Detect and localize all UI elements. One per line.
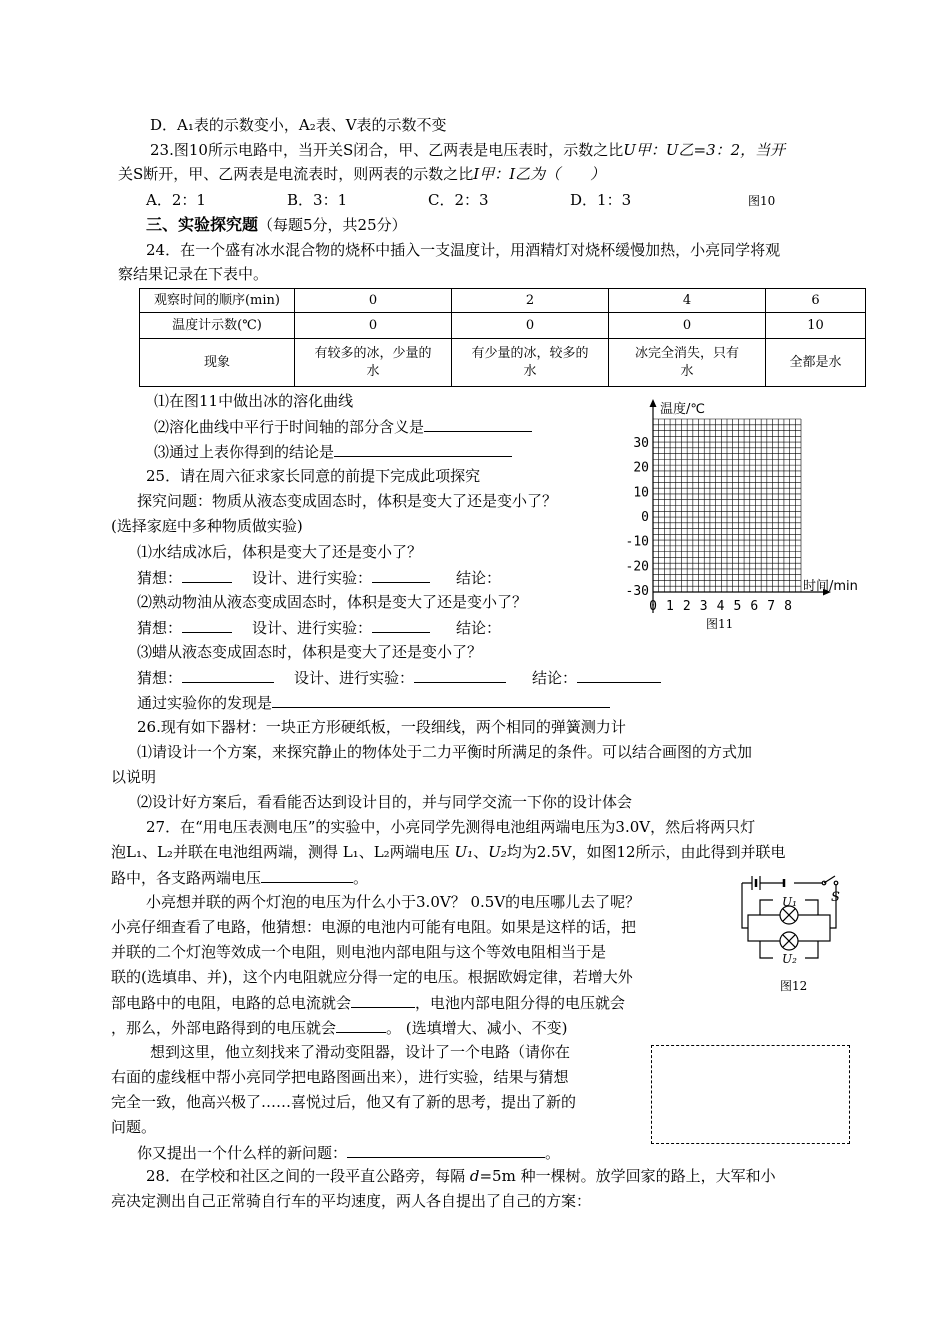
section-3-note: （每题5分，共25分） [258, 216, 407, 234]
answer-blank[interactable] [182, 667, 274, 683]
table-cell: 2 [452, 289, 609, 313]
circuit-drawing-box[interactable] [651, 1045, 850, 1144]
q27-line12: 完全一致，他高兴极了……喜悦过后，他又有了新的思考，提出了新的 [111, 1093, 577, 1111]
q23-voltage-ratio: U甲：U乙=3：2，当开 [623, 141, 786, 159]
x-tick-label: 4 [716, 599, 725, 614]
table-row [140, 339, 866, 387]
q24-sub3: ⑶通过上表你得到的结论是 [154, 441, 512, 462]
table-header-phenomenon: 现象 [140, 339, 295, 387]
q26-line4: ⑵设计好方案后，看看能否达到设计目的，并与同学交流一下你的设计体会 [137, 793, 633, 811]
table-cell: 有较多的冰，少量的 水 [295, 339, 452, 387]
q26-line2: ⑴请设计一个方案，来探究静止的物体处于二力平衡时所满足的条件。可以结合画图的方式加 [137, 743, 753, 761]
y-tick-label: -10 [625, 534, 649, 550]
table-cell: 0 [452, 313, 609, 339]
q27-line4: 小亮想并联的两个灯泡的电压为什么小于3.0V？ 0.5V的电压哪儿去了呢？ [146, 893, 641, 911]
q23-line2: 关S断开，甲、乙两表是电流表时，则两表的示数之比I甲：I乙为（ ） [118, 165, 606, 183]
x-tick-label: 2 [682, 599, 691, 614]
q27-line13: 问题。 [111, 1118, 157, 1136]
y-tick-label: 20 [633, 460, 649, 476]
q27-line6: 并联的二个灯泡等效成一个电阻，则电池内部电阻与这个等效电阻相当于是 [111, 943, 607, 961]
y-tick-labels [626, 436, 649, 599]
x-tick-label: 7 [767, 599, 776, 614]
chart-grid [653, 419, 801, 592]
figure-12-caption: 图12 [780, 979, 808, 993]
table-cell: 冰完全消失，只有 水 [609, 339, 766, 387]
q28-line2: 亮决定测出自己正常骑自行车的平均速度，两人各自提出了自己的方案： [111, 1192, 592, 1210]
q24-sub1: ⑴在图11中做出冰的溶化曲线 [154, 392, 354, 410]
q23-option-d: D．1：3 [570, 191, 632, 209]
table-cell: 0 [609, 313, 766, 339]
q23-option-b: B．3：1 [287, 191, 348, 209]
answer-blank[interactable] [372, 567, 430, 583]
q25-item3: ⑶蜡从液态变成固态时，体积是变大了还是变小了？ [137, 643, 483, 661]
q28-line1: 28．在学校和社区之间的一段平直公路旁，每隔 d=5m 种一棵树。放学回家的路上，大军和小 [146, 1167, 776, 1185]
q25-note: (选择家庭中多种物质做实验) [111, 517, 303, 535]
x-tick-labels [649, 599, 792, 614]
answer-blank[interactable] [182, 617, 232, 633]
x-tick-label: 1 [665, 599, 674, 614]
table-cell: 0 [295, 313, 452, 339]
table-cell: 有少量的冰，较多的 水 [452, 339, 609, 387]
x-tick-label: 6 [750, 599, 759, 614]
table-header-temp: 温度计示数(℃) [140, 313, 295, 339]
q26-line1: 26.现有如下器材：一块正方形硬纸板，一段细线，两个相同的弹簧测力计 [137, 718, 626, 736]
q23-option-c: C．2：3 [428, 191, 489, 209]
y-tick-label: 10 [633, 485, 649, 501]
answer-blank[interactable] [577, 667, 661, 683]
x-tick-label: 3 [699, 599, 708, 614]
q23-option-a: A．2：1 [146, 191, 206, 209]
q25-item1-answers: 猜想： 设计、进行实验： 结论： [137, 569, 502, 587]
q23-current-ratio: I甲：I乙为（ ） [473, 165, 606, 183]
table-header-time: 观察时间的顺序(min) [140, 289, 295, 313]
q27-line2: 泡L₁、L₂并联在电池组两端，测得 L₁、L₂两端电压 U₁、U₂均为2.5V，如图12所示，由此得到并联电 [111, 843, 786, 861]
y-tick-label: -20 [625, 559, 649, 575]
q27-line8: 部电路中的电阻，电路的总电流就会 ，电池内部电阻分得的电压就会 [111, 994, 626, 1012]
y-tick-label: -30 [625, 584, 649, 599]
table-row [140, 289, 866, 313]
u1-label: U₁ [782, 895, 797, 909]
answer-blank[interactable] [182, 567, 232, 583]
table-cell: 6 [766, 289, 866, 313]
y-tick-label: 30 [633, 436, 649, 451]
answer-blank[interactable] [272, 692, 610, 708]
observation-table [139, 288, 866, 387]
q25-title: 25．请在周六征求家长同意的前提下完成此项探究 [146, 467, 481, 485]
q27-line3: 路中，各支路两端电压 。 [111, 869, 369, 887]
table-cell: 全都是水 [766, 339, 866, 387]
q25-item2: ⑵熟动物油从液态变成固态时，体积是变大了还是变小了？ [137, 593, 528, 611]
x-tick-label: 5 [733, 599, 742, 614]
table-row [140, 313, 866, 339]
switch-label: S [831, 890, 840, 905]
q24-sub2: ⑵溶化曲线中平行于时间轴的部分含义是 [154, 416, 532, 437]
section-3-header [146, 215, 407, 235]
q27-line5: 小亮仔细查看了电路，他猜想：电源的电池内可能有电阻。如果是这样的话，把 [111, 918, 637, 936]
q25-item1: ⑴水结成冰后，体积是变大了还是变小了？ [137, 543, 423, 561]
answer-blank[interactable] [261, 867, 353, 883]
q27-line1: 27．在“用电压表测电压”的实验中，小亮同学先测得电池组两端电压为3.0V，然后将两只灯 [146, 818, 756, 836]
table-cell: 4 [609, 289, 766, 313]
q23-line1: 23.图10所示电路中，当开关S闭合，甲、乙两表是电压表时，示数之比U甲：U乙=3：2，当开 [150, 141, 786, 159]
y-axis-arrow-icon [650, 399, 657, 407]
q27-line10: 想到这里，他立刻找来了滑动变阻器，设计了一个电路（请你在 [150, 1043, 571, 1061]
q27-line7: 联的(选填串、并)，这个内电阻就应分得一定的电压。根据欧姆定律，若增大外 [111, 968, 633, 986]
q24-line2: 察结果记录在下表中。 [118, 265, 269, 283]
answer-blank[interactable] [414, 667, 506, 683]
answer-blank[interactable] [347, 1142, 545, 1158]
x-axis-label: 时间/min [803, 579, 858, 594]
q27-line11: 右面的虚线框中帮小亮同学把电路图画出来），进行实验，结果与猜想 [111, 1068, 569, 1086]
q26-line3: 以说明 [111, 768, 157, 786]
y-axis-label: 温度/℃ [660, 402, 705, 417]
figure-11-caption: 图11 [706, 617, 734, 631]
y-tick-label: 0 [641, 510, 649, 525]
answer-blank[interactable] [334, 441, 512, 457]
q24-line1: 24．在一个盛有冰水混合物的烧杯中插入一支温度计，用酒精灯对烧杯缓慢加热，小亮同学将观 [146, 241, 781, 259]
x-tick-label: 8 [784, 599, 792, 614]
q27-line9: ，那么，外部电路得到的电压就会 。 (选填增大、减小、不变) [111, 1019, 568, 1037]
figure-10-label: 图10 [748, 194, 776, 208]
u2-label: U₂ [782, 952, 797, 966]
answer-blank[interactable] [336, 1017, 386, 1033]
q25-question: 探究问题：物质从液态变成固态时，体积是变大了还是变小了？ [137, 492, 558, 510]
answer-blank[interactable] [372, 617, 430, 633]
section-3-title: 三、实验探究题 [146, 215, 259, 234]
q25-item2-answers: 猜想： 设计、进行实验： 结论： [137, 619, 502, 637]
answer-blank[interactable] [424, 416, 532, 432]
q25-item3-answers: 猜想： 设计、进行实验： 结论： [137, 667, 661, 688]
q27-line14: 你又提出一个什么样的新问题： 。 [137, 1144, 561, 1162]
q22-option-d: D．A₁表的示数变小，A₂表、V表的示数不变 [150, 116, 447, 134]
table-cell: 0 [295, 289, 452, 313]
answer-blank[interactable] [351, 992, 415, 1008]
table-cell: 10 [766, 313, 866, 339]
melting-curve-chart [620, 395, 880, 635]
x-tick-label: 0 [649, 599, 657, 614]
q25-finding: 通过实验你的发现是 [137, 692, 610, 713]
figure-12-circuit [738, 870, 848, 995]
